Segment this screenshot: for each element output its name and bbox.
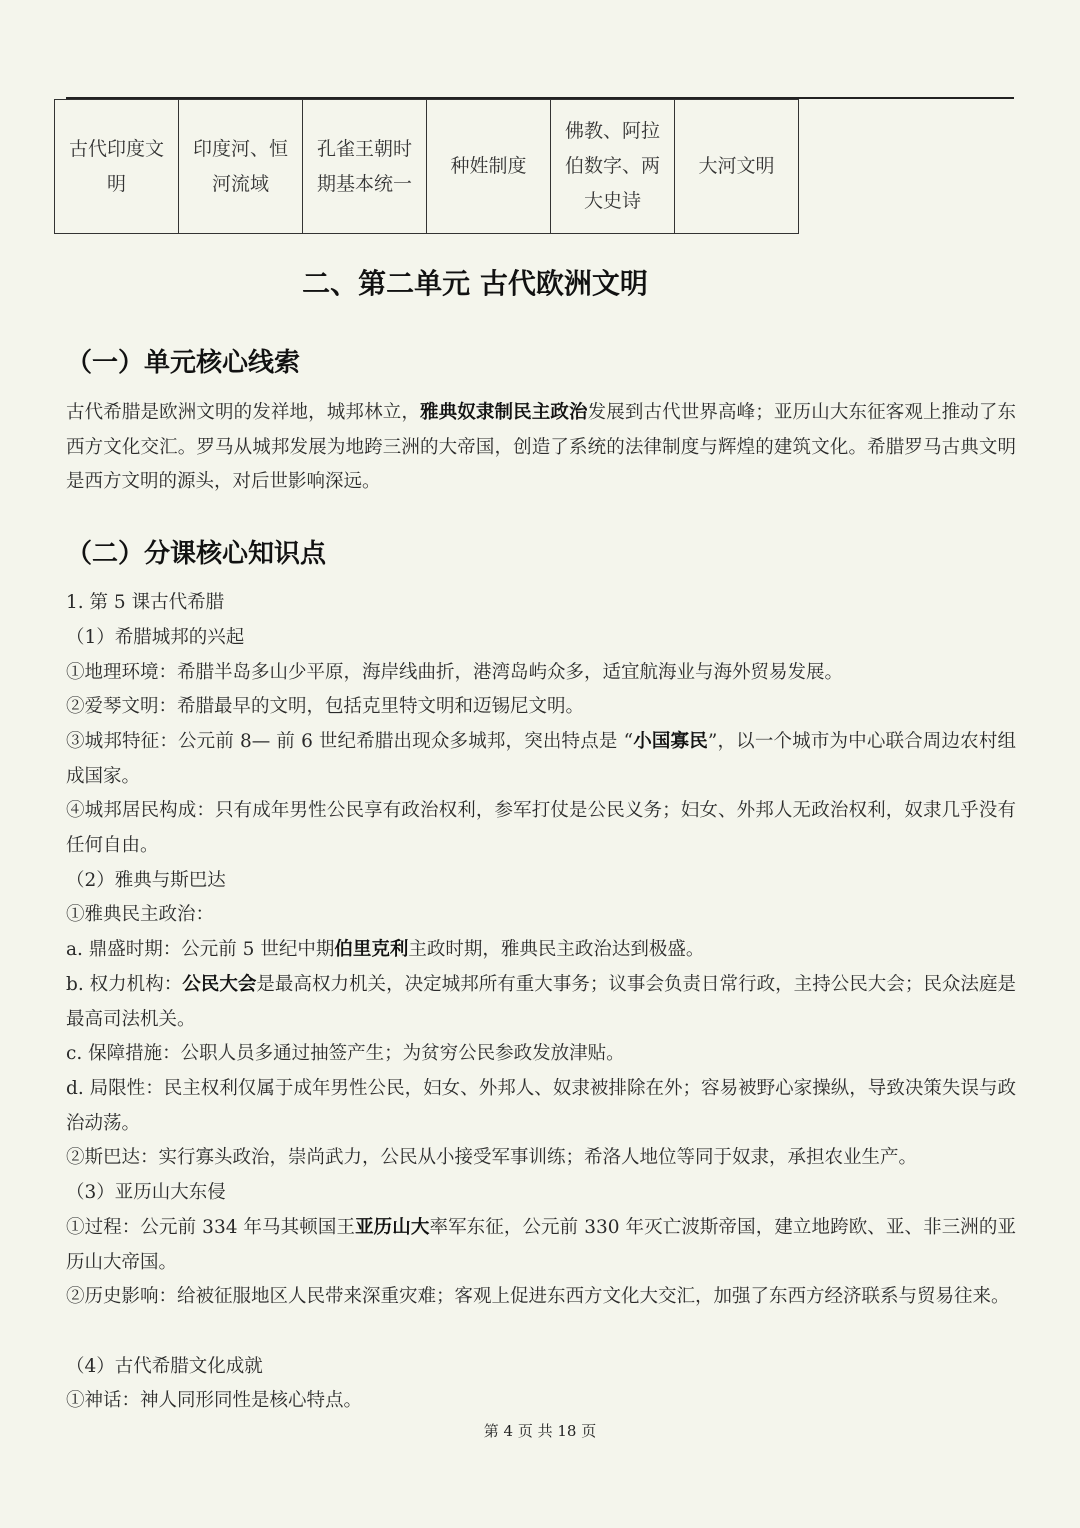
- section-heading-lesson-points: （二）分课核心知识点: [66, 539, 327, 569]
- table-cell-region: 印度河、恒河流域: [179, 100, 303, 234]
- list-item: [66, 933, 1016, 968]
- list-item: ②历史影响：给被征服地区人民带来深重灾难；客观上促进东西方文化大交汇，加强了东西方经济联系与贸易往来。: [66, 1286, 1010, 1307]
- list-item: [66, 725, 1016, 794]
- list-item: ①神话：神人同形同性是核心特点。: [66, 1390, 363, 1411]
- key-term: 雅典奴隶制民主政治: [419, 402, 588, 423]
- list-item: ①地理环境：希腊半岛多山少平原，海岸线曲折，港湾岛屿众多，适宜航海业与海外贸易发展。: [66, 662, 844, 683]
- text-run: 古代希腊是欧洲文明的发祥地，城邦林立，: [66, 402, 420, 423]
- subsection-heading: （4）古代希腊文化成就: [66, 1356, 263, 1377]
- list-item: c. 保障措施：公职人员多通过抽签产生；为贫穷公民参政发放津贴。: [66, 1043, 625, 1064]
- text-run: ”，以一个城市为中心联合周边农村组成国家。: [66, 731, 1016, 787]
- list-item: ②爱琴文明：希腊最早的文明，包括克里特文明和迈锡尼文明。: [66, 696, 585, 717]
- list-item: [66, 1211, 1016, 1280]
- table-cell-type: 大河文明: [675, 100, 799, 234]
- lesson-title: 1. 第 5 课古代希腊: [66, 592, 225, 613]
- subsection-heading: （1）希腊城邦的兴起: [66, 627, 245, 648]
- table-cell-system: 种姓制度: [427, 100, 551, 234]
- key-term: 伯里克利: [334, 939, 409, 960]
- key-term: 小国寡民: [633, 731, 708, 752]
- text-run: 主政时期，雅典民主政治达到极盛。: [408, 939, 705, 960]
- section-heading-core-clue: （一）单元核心线索: [66, 348, 301, 378]
- text-run: a. 鼎盛时期：公元前 5 世纪中期: [66, 939, 335, 960]
- table-cell-civilization: 古代印度文明: [55, 100, 179, 234]
- list-item: ①雅典民主政治：: [66, 904, 215, 925]
- table-row: [55, 100, 799, 234]
- subsection-heading: （2）雅典与斯巴达: [66, 870, 226, 891]
- list-item: d. 局限性：民主权利仅属于成年男性公民，妇女、外邦人、奴隶被排除在外；容易被野心家操纵，导致决策失误与政治动荡。: [66, 1078, 1016, 1134]
- key-term: 亚历山大: [355, 1217, 430, 1238]
- table-cell-achievements: 佛教、阿拉伯数字、两大史诗: [551, 100, 675, 234]
- summary-table: [54, 99, 799, 234]
- unit-title: 二、第二单元 古代欧洲文明: [302, 267, 648, 300]
- core-clue-paragraph: [66, 396, 1016, 500]
- text-run: b. 权力机构：: [66, 974, 183, 995]
- text-run: 发展到古代世界高峰；亚历山大东征客观上推动了东西方文化交汇。罗马从城邦发展为地跨三洲的大帝国，创造了系统的法律制度与辉煌的建筑文化。希腊罗马古典文明是西方文明的源头，对后世影响深远。: [66, 402, 1016, 493]
- text-run: 率军东征，公元前 330 年灭亡波斯帝国，建立地跨欧、亚、非三洲的亚历山大帝国。: [66, 1217, 1016, 1273]
- list-item: ④城邦居民构成：只有成年男性公民享有政治权利，参军打仗是公民义务；妇女、外邦人无政治权利，奴隶几乎没有任何自由。: [66, 800, 1016, 856]
- key-term: 公民大会: [182, 974, 257, 995]
- table-cell-dynasty: 孔雀王朝时期基本统一: [303, 100, 427, 234]
- text-run: ③城邦特征：公元前 8— 前 6 世纪希腊出现众多城邦，突出特点是 “: [66, 731, 634, 752]
- subsection-heading: （3）亚历山大东侵: [66, 1182, 226, 1203]
- list-item: [66, 968, 1016, 1037]
- page-footer: 第 4 页 共 18 页: [483, 1422, 597, 1440]
- list-item: ②斯巴达：实行寡头政治，崇尚武力，公民从小接受军事训练；希洛人地位等同于奴隶，承担农业生产。: [66, 1147, 918, 1168]
- text-run: ①过程：公元前 334 年马其顿国王: [66, 1217, 356, 1238]
- text-run: 是最高权力机关，决定城邦所有重大事务；议事会负责日常行政，主持公民大会；民众法庭是最高司法机关。: [66, 974, 1016, 1030]
